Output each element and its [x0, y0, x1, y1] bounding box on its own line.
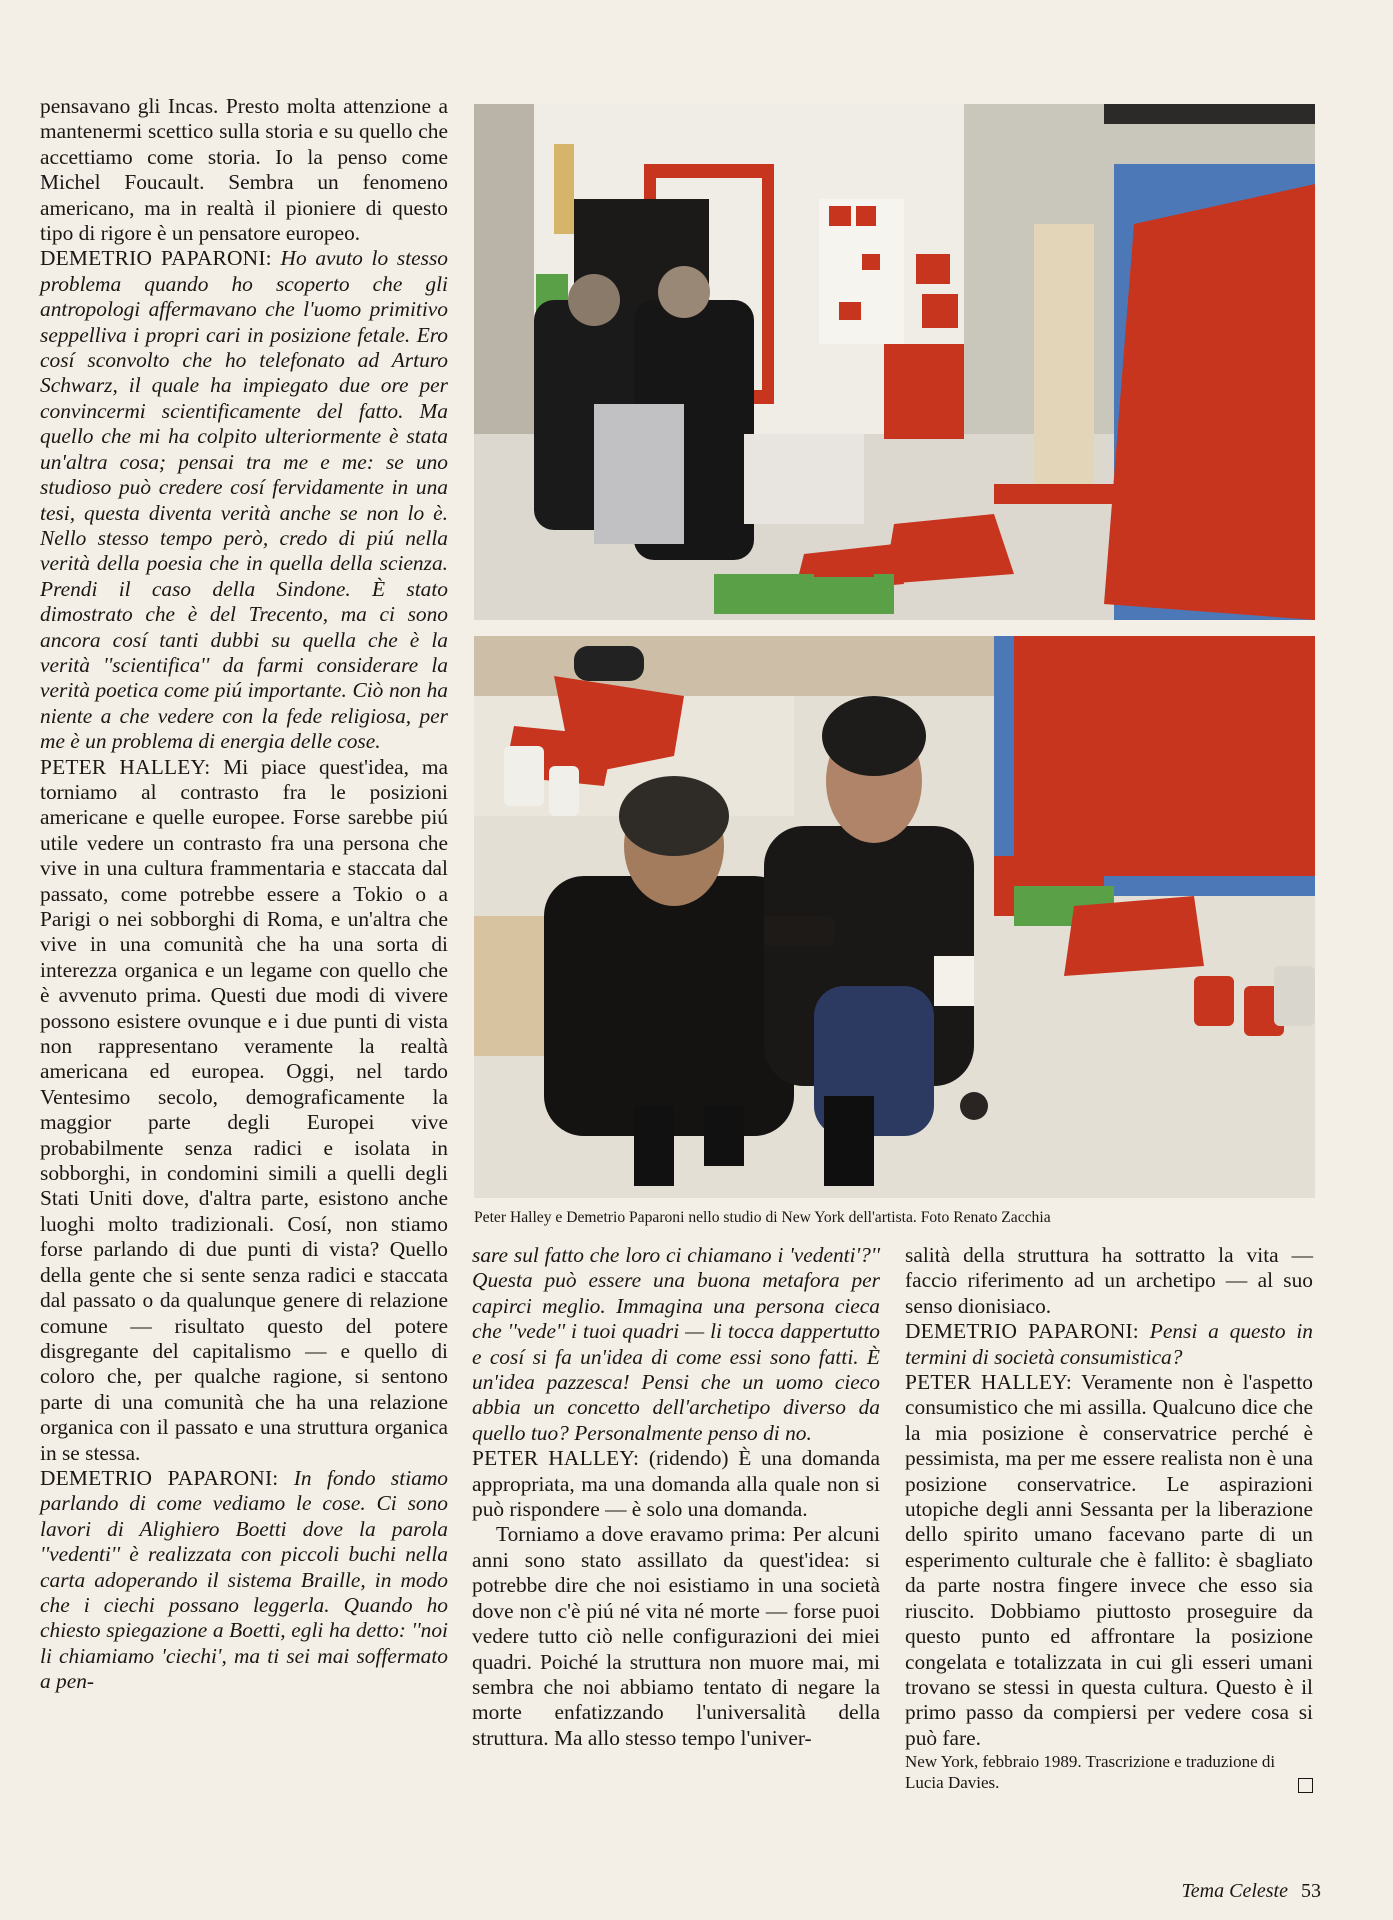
paragraph	[40, 755, 448, 1466]
speech-text: Pensi a questo in termini di società consumistica?	[905, 1319, 1313, 1369]
paragraph: Torniamo a dove eravamo prima: Per alcuni anni sono stato assillato da quest'idea: si potrebbe dire che noi esistiamo in una società dove non c'è piú né vita né morte — forse puoi vedere tutto ciò nelle configurazioni dei miei quadri. Poiché la struttura non muore mai, mi sembra che noi abbiamo tentato di negare la morte enfatizzando l'universalità della struttura. Ma allo stesso tempo l'univer-	[472, 1522, 880, 1750]
speaker-name: PETER HALLEY:	[905, 1370, 1072, 1395]
text-column-2	[472, 1243, 880, 1751]
speech-text: (ridendo) È una domanda appropriata, ma una domanda alla quale non si può rispondere — è solo una domanda.	[472, 1446, 880, 1522]
speech-text: Ho avuto lo stesso problema quando ho scoperto che gli antropologi affermavano che l'uomo primitivo seppelliva i propri cari in posizione fetale. Ero cosí sconvolto che ho telefonato ad Arturo Schwarz, il quale ha impiegato due ore per convincermi scientificamente del fatto. Ma quello che mi ha colpito ulteriormente è stata un'altra cosa; pensai tra me e me: se uno studioso può credere cosí fervidamente in una tesi, questa diventa verità anche se non lo è. Nello stesso tempo però, credo di piú nella verità della poesia che in quella della scienza. Prendi il caso della Sindone. È stato dimostrato che è del Trecento, ma ci sono ancora cosí tanti dubbi su quella che è la verità ''scientifica'' da farmi considerare la verità poetica come piú importante. Ciò non ha niente a che vedere con la fede religiosa, per me è un problema di energia delle cose.	[40, 246, 448, 754]
paragraph	[40, 246, 448, 754]
speech-text: Mi piace quest'idea, ma torniamo al contrasto fra le posizioni americane e quelle europee. Forse sarebbe piú utile vedere un contrasto fra una persona che vive in una cultura frammentaria e staccata dal passato, come potrebbe essere a Tokio o a Parigi o nei sobborghi di Roma, e un'altra che vive in una comunità che ha una sorta di interezza organica e un legame con quello che è avvenuto prima. Questi due modi di vivere possono esistere ovunque e i due punti di vista non rappresentano veramente la realtà americana ed europea. Oggi, nel tardo Ventesimo secolo, demograficamente la maggior parte degli Europei vive probabilmente senza radici e isolata in sobborghi, in condomini simili a quelli degli Stati Uniti dove, d'altra parte, esistono anche luoghi molto tradizionali. Cosí, non stiamo forse parlando di due punti di vista? Quello della gente che si sente senza radici e staccata dal passato o da qualunque genere di relazione comune — risultato questo del potere disgregante del capitalismo — e quello di coloro che, per qualche ragione, si sentono parte di una comunità che ha una relazione organica con il passato e una struttura organica in se stessa.	[40, 754, 448, 1465]
speaker-name: PETER HALLEY:	[40, 754, 211, 779]
page-number: 53	[1301, 1880, 1321, 1902]
studio-photo-top	[474, 104, 1315, 620]
speaker-name: DEMETRIO PAPARONI:	[40, 1465, 279, 1490]
paragraph	[905, 1370, 1313, 1751]
credit-text: New York, febbraio 1989. Trascrizione e traduzione di Lucia Davies.	[905, 1752, 1276, 1793]
end-mark-icon	[1298, 1778, 1313, 1793]
text-column-3	[905, 1243, 1313, 1793]
speaker-name: DEMETRIO PAPARONI:	[905, 1319, 1139, 1344]
speech-text: Veramente non è l'aspetto consumistico che mi assilla. Qualcuno dice che la mia posizione è conservatrice perché è pessimista, ma per me essere realista non è una posizione conservatrice. Le aspirazioni utopiche degli anni Sessanta per la liberazione dello spirito umano facevano parte di un esperimento culturale che è fallito: è sbagliato da parte nostra fingere invece che esso sia riuscito. Dobbiamo piuttosto proseguire da questo punto ed affrontare la posizione congelata e totalizzata in cui gli esseri umani trovano se stessi in questa cultura. Questo è il primo passo da compiersi per vedere cosa si può fare.	[905, 1370, 1313, 1750]
speech-text: sare sul fatto che loro ci chiamano i 'vedenti'?'' Questa può essere una buona metafora per capirci meglio. Immagina una persona cieca che ''vede'' i tuoi quadri — li tocca dappertutto e cosí si fa un'idea di come essi sono fatti. È un'idea pazzesca! Pensi che un uomo cieco abbia un concetto dell'archetipo diverso da quello tuo? Personalmente penso di no.	[472, 1243, 880, 1445]
studio-photo-bottom	[474, 636, 1315, 1198]
text-column-1	[40, 94, 448, 1695]
photo-caption: Peter Halley e Demetrio Paparoni nello studio di New York dell'artista. Foto Renato Zacchia	[474, 1209, 1051, 1226]
paragraph	[40, 1466, 448, 1695]
paragraph	[472, 1243, 880, 1446]
speaker-name: DEMETRIO PAPARONI:	[40, 246, 272, 271]
magazine-title: Tema Celeste	[1181, 1880, 1288, 1902]
paragraph: salità della struttura ha sottratto la vita — faccio riferimento ad un archetipo — al suo senso dionisiaco.	[905, 1243, 1313, 1318]
page-footer	[1182, 1880, 1321, 1903]
paragraph	[472, 1446, 880, 1522]
studio-photo-top-image	[474, 104, 1315, 620]
studio-photo-bottom-image	[474, 636, 1315, 1198]
speech-text: In fondo stiamo parlando di come vediamo le cose. Ci sono lavori di Alighiero Boetti dove la parola ''vedenti'' è realizzata con piccoli buchi nella carta adoperando il sistema Braille, in modo che i ciechi possano leggerla. Quando ho chiesto spiegazione a Boetti, egli ha detto: ''noi li chiamiamo 'ciechi', ma ti sei mai soffermato a pen-	[40, 1465, 448, 1694]
paragraph	[905, 1319, 1313, 1370]
paragraph: pensavano gli Incas. Presto molta attenzione a mantenermi scettico sulla storia e su quello che accettiamo come storia. Io la penso come Michel Foucault. Sembra un fenomeno americano, ma in realtà il pioniere di questo tipo di rigore è un pensatore europeo.	[40, 94, 448, 246]
transcription-credit	[905, 1751, 1313, 1793]
speaker-name: PETER HALLEY:	[472, 1446, 640, 1471]
